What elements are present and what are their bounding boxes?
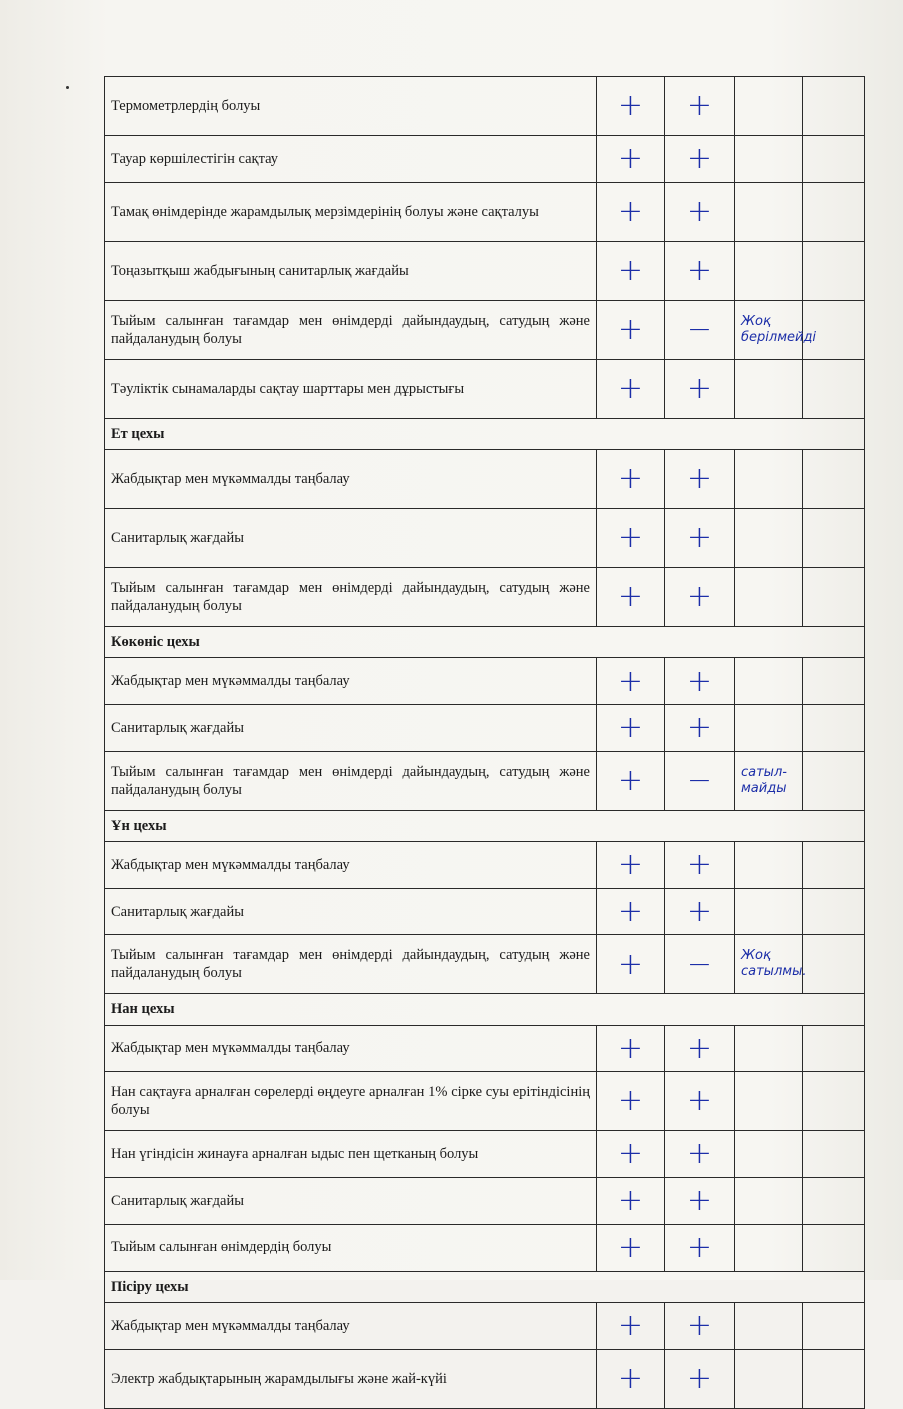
- criterion-text: Жабдықтар мен мүкәммалды таңбалау: [105, 1025, 597, 1072]
- criterion-text: Санитарлық жағдайы: [105, 888, 597, 935]
- checklist-row: [105, 1178, 865, 1225]
- criterion-text: Тәуліктік сынамаларды сақтау шарттары мен дұрыстығы: [105, 360, 597, 419]
- checklist-row: [105, 242, 865, 301]
- section-title: Ұн цехы: [105, 810, 865, 841]
- checklist-row: [105, 658, 865, 705]
- section-header-row: [105, 810, 865, 841]
- check-mark-2: +: [665, 705, 735, 752]
- checklist-row: [105, 705, 865, 752]
- inspector-note: [735, 705, 803, 752]
- check-mark-2: −: [665, 935, 735, 994]
- inspector-note: [735, 568, 803, 627]
- check-mark-1: +: [597, 77, 665, 136]
- empty-cell: [803, 841, 865, 888]
- check-mark-1: +: [597, 751, 665, 810]
- check-mark-1: +: [597, 1224, 665, 1271]
- criterion-text: Тыйым салынған өнімдердің болуы: [105, 1224, 597, 1271]
- criterion-text: Жабдықтар мен мүкәммалды таңбалау: [105, 841, 597, 888]
- check-mark-2: +: [665, 242, 735, 301]
- check-mark-2: +: [665, 183, 735, 242]
- check-mark-2: −: [665, 751, 735, 810]
- check-mark-2: +: [665, 888, 735, 935]
- inspector-note: [735, 1224, 803, 1271]
- empty-cell: [803, 1302, 865, 1349]
- check-mark-1: +: [597, 301, 665, 360]
- criterion-text: Тауар көршілестігін сақтау: [105, 136, 597, 183]
- empty-cell: [803, 1224, 865, 1271]
- empty-cell: [803, 568, 865, 627]
- inspector-note: [735, 77, 803, 136]
- check-mark-2: +: [665, 658, 735, 705]
- checklist-row: [105, 1302, 865, 1349]
- checklist-row: [105, 136, 865, 183]
- inspector-note: [735, 841, 803, 888]
- empty-cell: [803, 935, 865, 994]
- checklist-row: [105, 568, 865, 627]
- check-mark-1: +: [597, 509, 665, 568]
- check-mark-1: +: [597, 658, 665, 705]
- criterion-text: Термометрлердің болуы: [105, 77, 597, 136]
- check-mark-1: +: [597, 183, 665, 242]
- check-mark-2: +: [665, 360, 735, 419]
- inspector-note: Жоқ сатылмы.: [735, 935, 803, 994]
- empty-cell: [803, 751, 865, 810]
- empty-cell: [803, 77, 865, 136]
- check-mark-2: +: [665, 1178, 735, 1225]
- inspector-note: [735, 658, 803, 705]
- criterion-text: Тыйым салынған тағамдар мен өнімдерді дайындаудың, сатудың және пайдаланудың болуы: [105, 751, 597, 810]
- criterion-text: Нан үгіндісін жинауға арналған ыдыс пен щетканың болуы: [105, 1131, 597, 1178]
- criterion-text: Санитарлық жағдайы: [105, 509, 597, 568]
- criterion-text: Тамақ өнімдерінде жарамдылық мерзімдерінің болуы және сақталуы: [105, 183, 597, 242]
- criterion-text: Санитарлық жағдайы: [105, 1178, 597, 1225]
- empty-cell: [803, 1072, 865, 1131]
- checklist-row: [105, 183, 865, 242]
- criterion-text: Нан сақтауға арналған сөрелерді өңдеуге арналған 1% сірке суы ерітіндісінің болуы: [105, 1072, 597, 1131]
- check-mark-2: +: [665, 509, 735, 568]
- check-mark-2: +: [665, 568, 735, 627]
- check-mark-1: +: [597, 1178, 665, 1225]
- empty-cell: [803, 242, 865, 301]
- empty-cell: [803, 658, 865, 705]
- check-mark-2: +: [665, 450, 735, 509]
- inspector-note: [735, 360, 803, 419]
- check-mark-1: +: [597, 242, 665, 301]
- inspector-note: [735, 1025, 803, 1072]
- section-title: Ет цехы: [105, 419, 865, 450]
- checklist-row: [105, 1131, 865, 1178]
- empty-cell: [803, 705, 865, 752]
- check-mark-2: +: [665, 1302, 735, 1349]
- inspector-note: [735, 888, 803, 935]
- check-mark-1: +: [597, 1025, 665, 1072]
- checklist-row: [105, 751, 865, 810]
- inspection-checklist-table: [104, 76, 865, 1409]
- check-mark-2: +: [665, 1025, 735, 1072]
- section-header-row: [105, 1271, 865, 1302]
- checklist-row: [105, 841, 865, 888]
- criterion-text: Электр жабдықтарының жарамдылығы және жай-күйі: [105, 1349, 597, 1408]
- check-mark-1: +: [597, 935, 665, 994]
- check-mark-1: +: [597, 888, 665, 935]
- criterion-text: Жабдықтар мен мүкәммалды таңбалау: [105, 450, 597, 509]
- checklist-row: [105, 1025, 865, 1072]
- check-mark-2: +: [665, 841, 735, 888]
- inspector-note: [735, 183, 803, 242]
- check-mark-1: +: [597, 1349, 665, 1408]
- inspector-note: сатыл-майды: [735, 751, 803, 810]
- inspector-note: [735, 1349, 803, 1408]
- checklist-row: [105, 301, 865, 360]
- criterion-text: Тыйым салынған тағамдар мен өнімдерді дайындаудың, сатудың және пайдаланудың болуы: [105, 935, 597, 994]
- criterion-text: Тыйым салынған тағамдар мен өнімдерді дайындаудың, сатудың және пайдаланудың болуы: [105, 301, 597, 360]
- empty-cell: [803, 1025, 865, 1072]
- empty-cell: [803, 509, 865, 568]
- check-mark-1: +: [597, 136, 665, 183]
- criterion-text: Тыйым салынған тағамдар мен өнімдерді дайындаудың, сатудың және пайдаланудың болуы: [105, 568, 597, 627]
- check-mark-1: +: [597, 1302, 665, 1349]
- check-mark-2: +: [665, 1349, 735, 1408]
- check-mark-1: +: [597, 705, 665, 752]
- check-mark-2: +: [665, 77, 735, 136]
- criterion-text: Санитарлық жағдайы: [105, 705, 597, 752]
- checklist-row: [105, 450, 865, 509]
- section-header-row: [105, 419, 865, 450]
- check-mark-1: +: [597, 1131, 665, 1178]
- empty-cell: [803, 1178, 865, 1225]
- checklist-row: [105, 509, 865, 568]
- inspector-note: [735, 1072, 803, 1131]
- empty-cell: [803, 183, 865, 242]
- check-mark-2: +: [665, 1224, 735, 1271]
- inspector-note: [735, 136, 803, 183]
- empty-cell: [803, 136, 865, 183]
- criterion-text: Тоңазытқыш жабдығының санитарлық жағдайы: [105, 242, 597, 301]
- section-title: Пісіру цехы: [105, 1271, 865, 1302]
- inspector-note: [735, 1302, 803, 1349]
- inspector-note: [735, 242, 803, 301]
- checklist-body: [105, 77, 865, 1409]
- section-title: Көкөніс цехы: [105, 627, 865, 658]
- inspector-note: [735, 509, 803, 568]
- section-header-row: [105, 627, 865, 658]
- check-mark-2: +: [665, 136, 735, 183]
- empty-cell: [803, 450, 865, 509]
- empty-cell: [803, 360, 865, 419]
- checklist-row: [105, 77, 865, 136]
- check-mark-1: +: [597, 568, 665, 627]
- empty-cell: [803, 1349, 865, 1408]
- criterion-text: Жабдықтар мен мүкәммалды таңбалау: [105, 1302, 597, 1349]
- check-mark-2: +: [665, 1131, 735, 1178]
- ink-dot: [66, 86, 69, 89]
- inspector-note: [735, 450, 803, 509]
- check-mark-1: +: [597, 1072, 665, 1131]
- inspector-note: Жоқ берілмейді: [735, 301, 803, 360]
- checklist-row: [105, 1349, 865, 1408]
- section-title: Нан цехы: [105, 994, 865, 1025]
- inspector-note: [735, 1131, 803, 1178]
- inspector-note: [735, 1178, 803, 1225]
- checklist-row: [105, 1072, 865, 1131]
- checklist-row: [105, 360, 865, 419]
- section-header-row: [105, 994, 865, 1025]
- checklist-row: [105, 888, 865, 935]
- check-mark-1: +: [597, 360, 665, 419]
- check-mark-2: +: [665, 1072, 735, 1131]
- check-mark-1: +: [597, 450, 665, 509]
- checklist-row: [105, 935, 865, 994]
- check-mark-2: −: [665, 301, 735, 360]
- check-mark-1: +: [597, 841, 665, 888]
- checklist-row: [105, 1224, 865, 1271]
- empty-cell: [803, 888, 865, 935]
- criterion-text: Жабдықтар мен мүкәммалды таңбалау: [105, 658, 597, 705]
- empty-cell: [803, 1131, 865, 1178]
